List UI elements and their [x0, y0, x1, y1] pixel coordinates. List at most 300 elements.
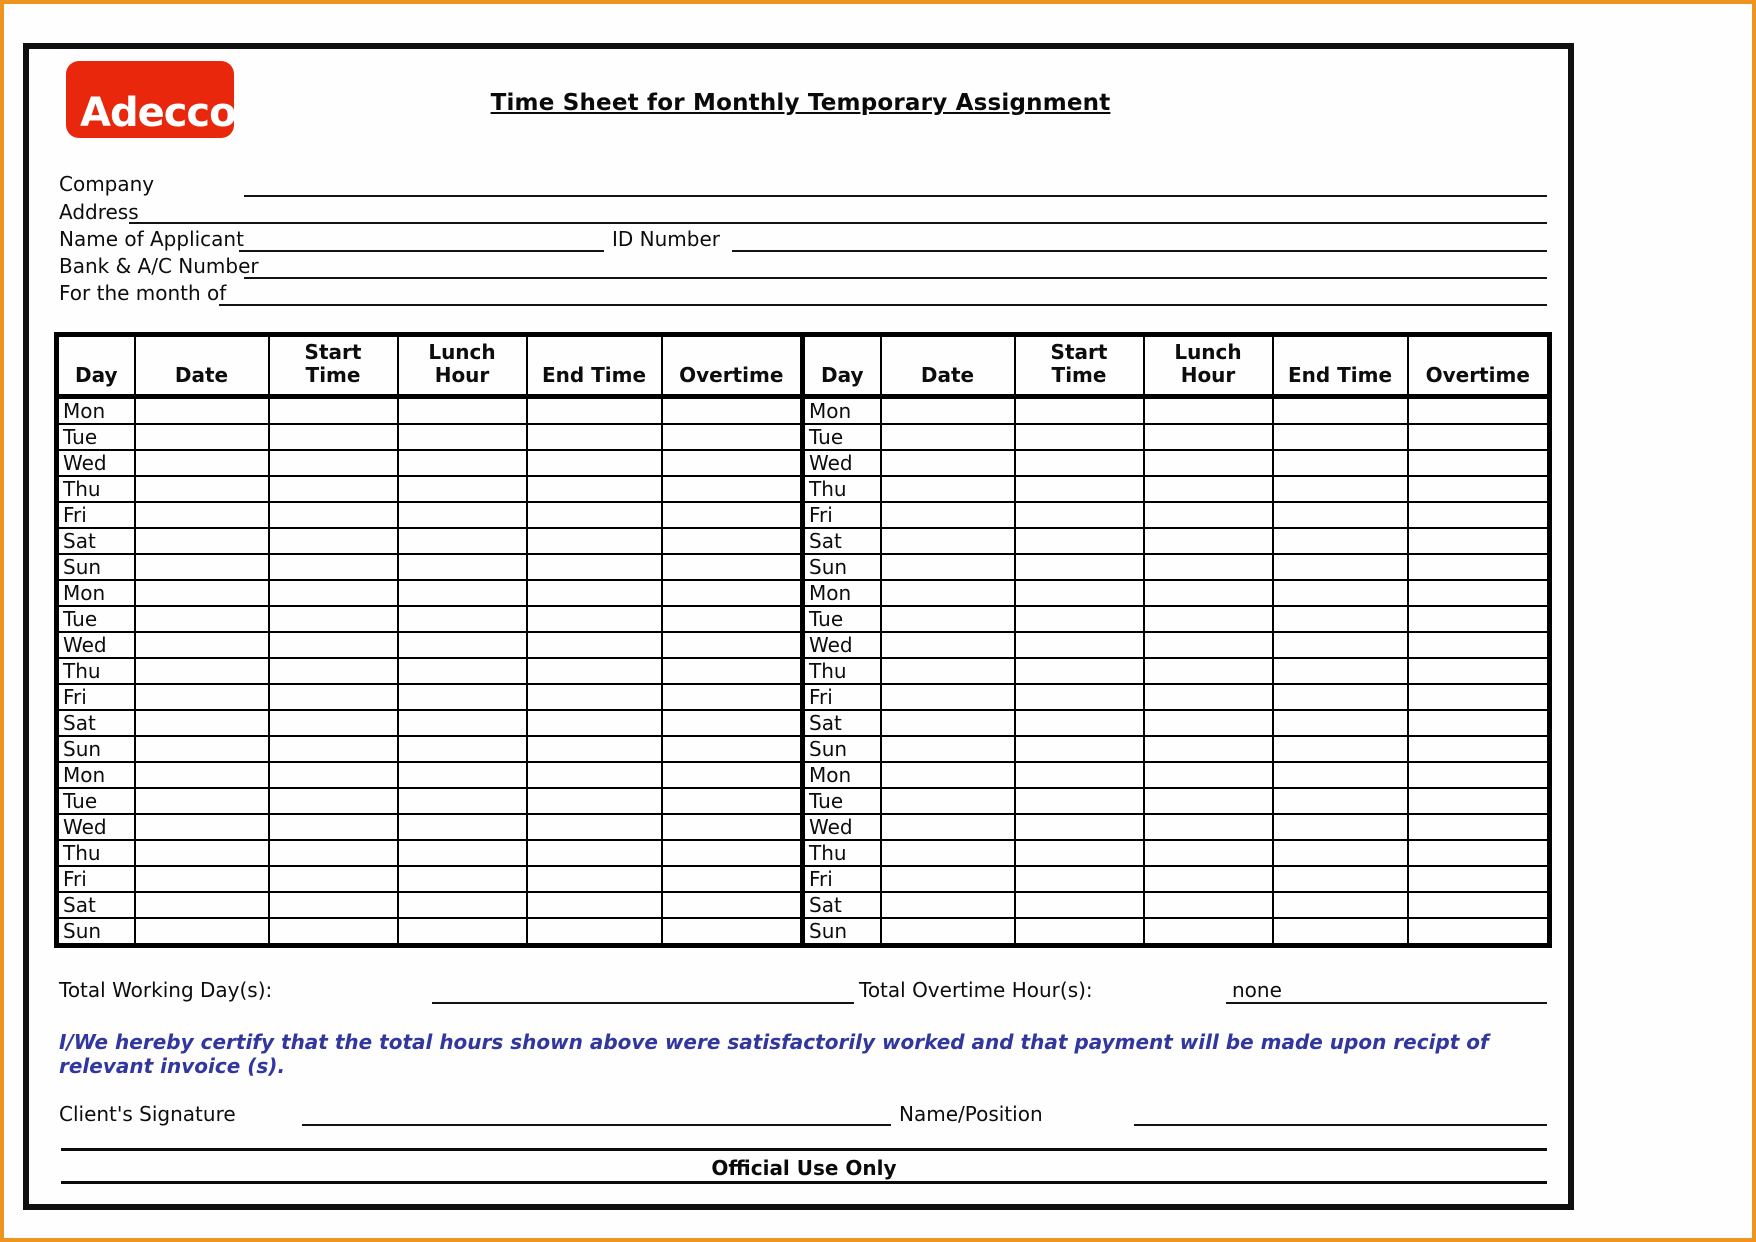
- entry-cell[interactable]: [1408, 762, 1550, 788]
- day-cell: Sun: [57, 554, 135, 580]
- entry-cell[interactable]: [662, 476, 803, 502]
- entry-cell[interactable]: [269, 580, 398, 606]
- entry-cell[interactable]: [1015, 658, 1144, 684]
- entry-cell[interactable]: [1273, 397, 1408, 425]
- entry-cell[interactable]: [135, 632, 269, 658]
- day-cell: Wed: [803, 450, 881, 476]
- table-row: [57, 606, 1550, 632]
- total-overtime-hours-line[interactable]: [1226, 1002, 1547, 1004]
- entry-cell[interactable]: [1408, 710, 1550, 736]
- entry-cell[interactable]: [1273, 554, 1408, 580]
- entry-cell[interactable]: [527, 762, 662, 788]
- entry-cell[interactable]: [1144, 554, 1273, 580]
- entry-cell[interactable]: [1144, 450, 1273, 476]
- entry-cell[interactable]: [1144, 528, 1273, 554]
- entry-cell[interactable]: [269, 762, 398, 788]
- entry-cell[interactable]: [269, 554, 398, 580]
- table-row: [57, 476, 1550, 502]
- entry-cell[interactable]: [1015, 710, 1144, 736]
- entry-cell[interactable]: [1015, 424, 1144, 450]
- day-cell: Sat: [803, 710, 881, 736]
- header-end-time: End Time: [527, 335, 662, 397]
- entry-cell[interactable]: [1015, 814, 1144, 840]
- entry-cell[interactable]: [881, 918, 1015, 946]
- entry-cell[interactable]: [1144, 424, 1273, 450]
- entry-cell[interactable]: [527, 658, 662, 684]
- certification-line-2: relevant invoice (s).: [59, 1054, 286, 1078]
- entry-cell[interactable]: [1015, 762, 1144, 788]
- entry-cell[interactable]: [1273, 866, 1408, 892]
- entry-cell[interactable]: [527, 632, 662, 658]
- entry-cell[interactable]: [1273, 762, 1408, 788]
- entry-cell[interactable]: [398, 814, 527, 840]
- entry-cell[interactable]: [398, 632, 527, 658]
- entry-cell[interactable]: [1144, 866, 1273, 892]
- entry-cell[interactable]: [662, 788, 803, 814]
- entry-cell[interactable]: [1408, 632, 1550, 658]
- entry-cell[interactable]: [269, 918, 398, 946]
- day-cell: Thu: [57, 658, 135, 684]
- entry-cell[interactable]: [1273, 632, 1408, 658]
- day-cell: Thu: [57, 840, 135, 866]
- entry-cell[interactable]: [1015, 580, 1144, 606]
- total-working-days-line[interactable]: [432, 1002, 854, 1004]
- entry-cell[interactable]: [1273, 788, 1408, 814]
- entry-cell[interactable]: [1408, 502, 1550, 528]
- entry-cell[interactable]: [269, 814, 398, 840]
- entry-cell[interactable]: [527, 736, 662, 762]
- entry-cell[interactable]: [881, 554, 1015, 580]
- table-row: [57, 502, 1550, 528]
- entry-cell[interactable]: [1144, 918, 1273, 946]
- entry-cell[interactable]: [662, 580, 803, 606]
- official-top-rule: [61, 1148, 1547, 1151]
- table-header-row: [57, 335, 1550, 397]
- header-lunch-hour-2: Lunch Hour: [1144, 335, 1273, 397]
- entry-cell[interactable]: [1408, 580, 1550, 606]
- entry-cell[interactable]: [1144, 736, 1273, 762]
- applicant-field-line[interactable]: [239, 250, 604, 252]
- day-cell: Wed: [803, 814, 881, 840]
- entry-cell[interactable]: [881, 476, 1015, 502]
- entry-cell[interactable]: [527, 684, 662, 710]
- entry-cell[interactable]: [662, 397, 803, 425]
- entry-cell[interactable]: [527, 450, 662, 476]
- entry-cell[interactable]: [881, 788, 1015, 814]
- entry-cell[interactable]: [1144, 632, 1273, 658]
- entry-cell[interactable]: [135, 554, 269, 580]
- day-cell: Fri: [57, 502, 135, 528]
- entry-cell[interactable]: [881, 450, 1015, 476]
- company-label: Company: [59, 172, 155, 196]
- total-working-days-label: Total Working Day(s):: [59, 978, 273, 1002]
- entry-cell[interactable]: [662, 424, 803, 450]
- day-cell: Sun: [57, 736, 135, 762]
- entry-cell[interactable]: [1273, 580, 1408, 606]
- timesheet-body: [57, 397, 1550, 946]
- entry-cell[interactable]: [398, 397, 527, 425]
- entry-cell[interactable]: [1144, 710, 1273, 736]
- entry-cell[interactable]: [1408, 476, 1550, 502]
- entry-cell[interactable]: [1144, 814, 1273, 840]
- entry-cell[interactable]: [662, 762, 803, 788]
- entry-cell[interactable]: [1408, 450, 1550, 476]
- entry-cell[interactable]: [881, 684, 1015, 710]
- entry-cell[interactable]: [1273, 528, 1408, 554]
- id-number-field-line[interactable]: [732, 250, 1547, 252]
- entry-cell[interactable]: [135, 892, 269, 918]
- entry-cell[interactable]: [398, 606, 527, 632]
- table-row: [57, 658, 1550, 684]
- official-bottom-rule: [61, 1181, 1547, 1184]
- entry-cell[interactable]: [881, 762, 1015, 788]
- table-row: [57, 580, 1550, 606]
- entry-cell[interactable]: [1144, 788, 1273, 814]
- total-overtime-hours-label: Total Overtime Hour(s):: [859, 978, 1093, 1002]
- entry-cell[interactable]: [662, 502, 803, 528]
- day-cell: Thu: [803, 840, 881, 866]
- official-use-only-label: Official Use Only: [711, 1156, 897, 1180]
- entry-cell[interactable]: [269, 528, 398, 554]
- entry-cell[interactable]: [135, 528, 269, 554]
- day-cell: Tue: [803, 606, 881, 632]
- entry-cell[interactable]: [398, 710, 527, 736]
- day-cell: Fri: [803, 502, 881, 528]
- entry-cell[interactable]: [527, 502, 662, 528]
- header-start-time: Start Time: [269, 335, 398, 397]
- entry-cell[interactable]: [527, 918, 662, 946]
- entry-cell[interactable]: [269, 632, 398, 658]
- entry-cell[interactable]: [881, 502, 1015, 528]
- entry-cell[interactable]: [135, 397, 269, 425]
- entry-cell[interactable]: [527, 476, 662, 502]
- entry-cell[interactable]: [1015, 528, 1144, 554]
- entry-cell[interactable]: [881, 840, 1015, 866]
- entry-cell[interactable]: [135, 502, 269, 528]
- entry-cell[interactable]: [1144, 580, 1273, 606]
- table-row: [57, 892, 1550, 918]
- entry-cell[interactable]: [135, 762, 269, 788]
- entry-cell[interactable]: [1408, 814, 1550, 840]
- entry-cell[interactable]: [269, 684, 398, 710]
- entry-cell[interactable]: [1273, 918, 1408, 946]
- entry-cell[interactable]: [398, 554, 527, 580]
- entry-cell[interactable]: [881, 814, 1015, 840]
- entry-cell[interactable]: [135, 450, 269, 476]
- entry-cell[interactable]: [1273, 502, 1408, 528]
- entry-cell[interactable]: [1144, 502, 1273, 528]
- day-cell: Mon: [57, 762, 135, 788]
- entry-cell[interactable]: [1408, 528, 1550, 554]
- entry-cell[interactable]: [1144, 892, 1273, 918]
- entry-cell[interactable]: [269, 866, 398, 892]
- client-signature-line[interactable]: [302, 1124, 891, 1126]
- entry-cell[interactable]: [1015, 397, 1144, 425]
- entry-cell[interactable]: [398, 788, 527, 814]
- entry-cell[interactable]: [662, 684, 803, 710]
- entry-cell[interactable]: [1015, 476, 1144, 502]
- id-number-label: ID Number: [612, 227, 720, 251]
- entry-cell[interactable]: [269, 710, 398, 736]
- entry-cell[interactable]: [1144, 684, 1273, 710]
- entry-cell[interactable]: [527, 397, 662, 425]
- entry-cell[interactable]: [398, 762, 527, 788]
- address-label: Address: [59, 200, 139, 224]
- adecco-logo-text: Adecco: [80, 90, 236, 136]
- entry-cell[interactable]: [527, 840, 662, 866]
- entry-cell[interactable]: [527, 788, 662, 814]
- entry-cell[interactable]: [1273, 840, 1408, 866]
- entry-cell[interactable]: [398, 476, 527, 502]
- entry-cell[interactable]: [1015, 606, 1144, 632]
- address-field-line[interactable]: [129, 222, 1547, 224]
- table-row: [57, 528, 1550, 554]
- entry-cell[interactable]: [398, 450, 527, 476]
- entry-cell[interactable]: [1408, 658, 1550, 684]
- entry-cell[interactable]: [662, 450, 803, 476]
- entry-cell[interactable]: [662, 658, 803, 684]
- entry-cell[interactable]: [527, 424, 662, 450]
- day-cell: Wed: [57, 450, 135, 476]
- entry-cell[interactable]: [1144, 476, 1273, 502]
- entry-cell[interactable]: [1015, 918, 1144, 946]
- entry-cell[interactable]: [398, 658, 527, 684]
- table-row: [57, 710, 1550, 736]
- entry-cell[interactable]: [662, 710, 803, 736]
- entry-cell[interactable]: [1273, 606, 1408, 632]
- entry-cell[interactable]: [1408, 554, 1550, 580]
- entry-cell[interactable]: [269, 476, 398, 502]
- entry-cell[interactable]: [398, 580, 527, 606]
- entry-cell[interactable]: [1273, 814, 1408, 840]
- entry-cell[interactable]: [1273, 892, 1408, 918]
- entry-cell[interactable]: [398, 684, 527, 710]
- entry-cell[interactable]: [398, 840, 527, 866]
- entry-cell[interactable]: [1273, 476, 1408, 502]
- entry-cell[interactable]: [662, 528, 803, 554]
- day-cell: Mon: [57, 580, 135, 606]
- entry-cell[interactable]: [1015, 788, 1144, 814]
- entry-cell[interactable]: [135, 684, 269, 710]
- entry-cell[interactable]: [269, 788, 398, 814]
- entry-cell[interactable]: [662, 840, 803, 866]
- entry-cell[interactable]: [398, 424, 527, 450]
- day-cell: Wed: [57, 814, 135, 840]
- entry-cell[interactable]: [1408, 892, 1550, 918]
- entry-cell[interactable]: [269, 892, 398, 918]
- entry-cell[interactable]: [135, 476, 269, 502]
- day-cell: Thu: [803, 658, 881, 684]
- table-row: [57, 450, 1550, 476]
- header-start-time-2: Start Time: [1015, 335, 1144, 397]
- entry-cell[interactable]: [881, 658, 1015, 684]
- entry-cell[interactable]: [527, 710, 662, 736]
- header-lunch-hour: Lunch Hour: [398, 335, 527, 397]
- entry-cell[interactable]: [269, 502, 398, 528]
- table-row: [57, 866, 1550, 892]
- entry-cell[interactable]: [662, 736, 803, 762]
- day-cell: Mon: [803, 762, 881, 788]
- entry-cell[interactable]: [881, 632, 1015, 658]
- entry-cell[interactable]: [881, 606, 1015, 632]
- entry-cell[interactable]: [398, 736, 527, 762]
- entry-cell[interactable]: [398, 528, 527, 554]
- entry-cell[interactable]: [1144, 658, 1273, 684]
- entry-cell[interactable]: [662, 892, 803, 918]
- entry-cell[interactable]: [135, 840, 269, 866]
- entry-cell[interactable]: [1144, 762, 1273, 788]
- entry-cell[interactable]: [398, 918, 527, 946]
- entry-cell[interactable]: [881, 892, 1015, 918]
- table-row: [57, 684, 1550, 710]
- entry-cell[interactable]: [662, 632, 803, 658]
- entry-cell[interactable]: [1408, 684, 1550, 710]
- entry-cell[interactable]: [1273, 658, 1408, 684]
- month-field-line[interactable]: [219, 304, 1547, 306]
- day-cell: Tue: [57, 424, 135, 450]
- day-cell: Sat: [803, 528, 881, 554]
- entry-cell[interactable]: [1408, 866, 1550, 892]
- day-cell: Thu: [57, 476, 135, 502]
- header-overtime: Overtime: [662, 335, 803, 397]
- entry-cell[interactable]: [1015, 892, 1144, 918]
- day-cell: Sat: [57, 892, 135, 918]
- table-row: [57, 424, 1550, 450]
- entry-cell[interactable]: [1273, 684, 1408, 710]
- header-end-time-2: End Time: [1273, 335, 1408, 397]
- entry-cell[interactable]: [135, 606, 269, 632]
- table-row: [57, 788, 1550, 814]
- entry-cell[interactable]: [881, 710, 1015, 736]
- name-position-label: Name/Position: [899, 1102, 1043, 1126]
- entry-cell[interactable]: [1015, 866, 1144, 892]
- entry-cell[interactable]: [881, 736, 1015, 762]
- entry-cell[interactable]: [1408, 424, 1550, 450]
- entry-cell[interactable]: [1273, 710, 1408, 736]
- entry-cell[interactable]: [269, 397, 398, 425]
- day-cell: Fri: [803, 684, 881, 710]
- day-cell: Sat: [803, 892, 881, 918]
- entry-cell[interactable]: [1015, 736, 1144, 762]
- entry-cell[interactable]: [398, 892, 527, 918]
- name-position-line[interactable]: [1134, 1124, 1547, 1126]
- entry-cell[interactable]: [527, 814, 662, 840]
- entry-cell[interactable]: [662, 606, 803, 632]
- table-row: [57, 632, 1550, 658]
- entry-cell[interactable]: [1144, 606, 1273, 632]
- entry-cell[interactable]: [527, 528, 662, 554]
- entry-cell[interactable]: [1408, 397, 1550, 425]
- entry-cell[interactable]: [662, 814, 803, 840]
- entry-cell[interactable]: [1144, 840, 1273, 866]
- entry-cell[interactable]: [1273, 424, 1408, 450]
- header-day-2: Day: [803, 335, 881, 397]
- day-cell: Sat: [57, 710, 135, 736]
- day-cell: Tue: [57, 788, 135, 814]
- entry-cell[interactable]: [135, 918, 269, 946]
- day-cell: Tue: [803, 788, 881, 814]
- entry-cell[interactable]: [398, 502, 527, 528]
- entry-cell[interactable]: [398, 866, 527, 892]
- entry-cell[interactable]: [662, 918, 803, 946]
- day-cell: Wed: [57, 632, 135, 658]
- entry-cell[interactable]: [1408, 918, 1550, 946]
- table-row: [57, 397, 1550, 425]
- bank-account-field-line[interactable]: [244, 277, 1547, 279]
- applicant-label: Name of Applicant: [59, 227, 244, 251]
- entry-cell[interactable]: [135, 710, 269, 736]
- day-cell: Tue: [803, 424, 881, 450]
- entry-cell[interactable]: [1015, 502, 1144, 528]
- table-row: [57, 918, 1550, 946]
- entry-cell[interactable]: [1015, 450, 1144, 476]
- entry-cell[interactable]: [135, 658, 269, 684]
- entry-cell[interactable]: [527, 606, 662, 632]
- entry-cell[interactable]: [1015, 632, 1144, 658]
- day-cell: Sun: [803, 918, 881, 946]
- entry-cell[interactable]: [135, 424, 269, 450]
- entry-cell[interactable]: [881, 397, 1015, 425]
- entry-cell[interactable]: [881, 528, 1015, 554]
- day-cell: Tue: [57, 606, 135, 632]
- day-cell: Mon: [803, 580, 881, 606]
- day-cell: Sat: [57, 528, 135, 554]
- entry-cell[interactable]: [527, 554, 662, 580]
- table-row: [57, 814, 1550, 840]
- entry-cell[interactable]: [135, 866, 269, 892]
- entry-cell[interactable]: [1273, 450, 1408, 476]
- entry-cell[interactable]: [527, 580, 662, 606]
- day-cell: Thu: [803, 476, 881, 502]
- entry-cell[interactable]: [1015, 840, 1144, 866]
- entry-cell[interactable]: [1015, 684, 1144, 710]
- entry-cell[interactable]: [269, 424, 398, 450]
- entry-cell[interactable]: [269, 840, 398, 866]
- entry-cell[interactable]: [135, 788, 269, 814]
- day-cell: Wed: [803, 632, 881, 658]
- entry-cell[interactable]: [1408, 736, 1550, 762]
- company-field-line[interactable]: [244, 195, 1547, 197]
- entry-cell[interactable]: [1408, 840, 1550, 866]
- entry-cell[interactable]: [269, 450, 398, 476]
- entry-cell[interactable]: [1408, 788, 1550, 814]
- total-overtime-hours-value: none: [1232, 978, 1282, 1002]
- day-cell: Sun: [803, 554, 881, 580]
- entry-cell[interactable]: [881, 580, 1015, 606]
- entry-cell[interactable]: [662, 554, 803, 580]
- entry-cell[interactable]: [135, 580, 269, 606]
- header-date-2: Date: [881, 335, 1015, 397]
- entry-cell[interactable]: [1273, 736, 1408, 762]
- day-cell: Fri: [57, 866, 135, 892]
- entry-cell[interactable]: [1144, 397, 1273, 425]
- certification-line-1: I/We hereby certify that the total hours shown above were satisfactorily worked and that payment will be made upon recipt of: [59, 1030, 1489, 1054]
- entry-cell[interactable]: [135, 736, 269, 762]
- entry-cell[interactable]: [269, 736, 398, 762]
- day-cell: Sun: [57, 918, 135, 946]
- entry-cell[interactable]: [1408, 606, 1550, 632]
- entry-cell[interactable]: [135, 814, 269, 840]
- entry-cell[interactable]: [269, 606, 398, 632]
- entry-cell[interactable]: [527, 892, 662, 918]
- day-cell: Mon: [57, 397, 135, 425]
- entry-cell[interactable]: [1015, 554, 1144, 580]
- entry-cell[interactable]: [881, 424, 1015, 450]
- entry-cell[interactable]: [269, 658, 398, 684]
- entry-cell[interactable]: [662, 866, 803, 892]
- entry-cell[interactable]: [527, 866, 662, 892]
- entry-cell[interactable]: [881, 866, 1015, 892]
